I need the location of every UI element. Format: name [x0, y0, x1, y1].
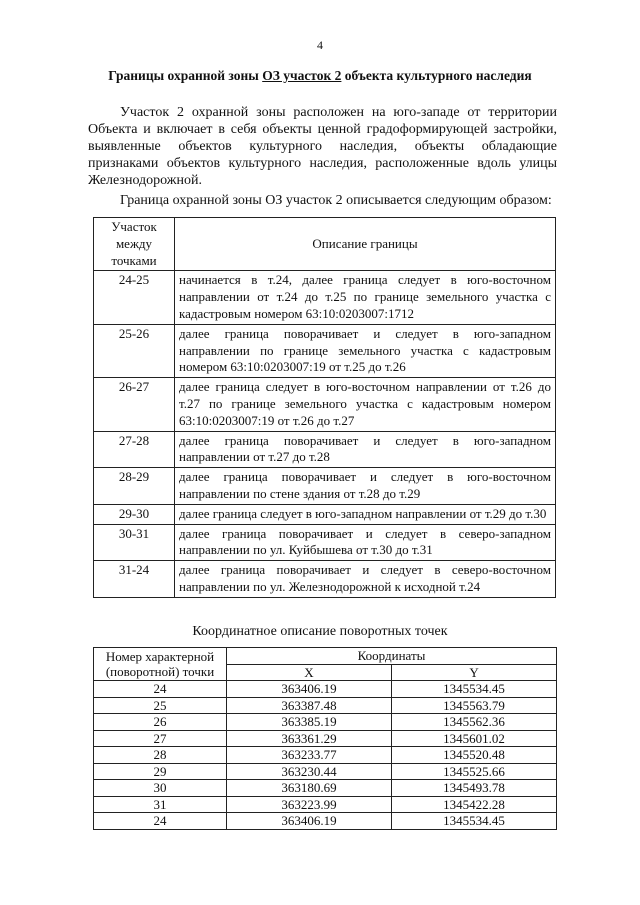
- description-cell: далее граница поворачивает и следует в юго-западном направлении от т.27 до т.28: [175, 431, 556, 468]
- point-column-header: Номер характерной (поворотной) точки: [94, 648, 227, 681]
- segment-cell: 30-31: [94, 524, 175, 561]
- coordinates-table: [93, 647, 557, 830]
- point-cell: 31: [94, 796, 227, 813]
- segment-cell: 26-27: [94, 378, 175, 431]
- coords-table-row: [94, 730, 557, 747]
- intro-paragraph: [88, 104, 557, 189]
- point-cell: 24: [94, 813, 227, 830]
- coords-header-row: [94, 648, 557, 665]
- heading-prefix: Границы охранной зоны: [108, 68, 263, 83]
- y-coordinate-cell: 1345534.45: [392, 813, 557, 830]
- segment-cell: 28-29: [94, 468, 175, 505]
- heading-suffix: объекта культурного наследия: [341, 68, 532, 83]
- y-coordinate-cell: 1345563.79: [392, 697, 557, 714]
- description-line: Граница охранной зоны ОЗ участок 2 описывается следующим образом:: [120, 193, 552, 208]
- x-coordinate-cell: 363406.19: [227, 681, 392, 698]
- point-cell: 26: [94, 714, 227, 731]
- description-cell: далее граница поворачивает и следует в юго-западном направлении по границе земельного участка с кадастровым номером 63:10:0203007:19 от т.25 до т.26: [175, 324, 556, 377]
- y-coordinate-cell: 1345422.28: [392, 796, 557, 813]
- coords-table-row: [94, 796, 557, 813]
- y-coordinate-cell: 1345520.48: [392, 747, 557, 764]
- coords-title: Координатное описание поворотных точек: [192, 624, 448, 639]
- border-table-row: [94, 504, 556, 524]
- coords-table-row: [94, 813, 557, 830]
- description-cell: далее граница поворачивает и следует в северо-западном направлении по ул. Куйбышева от т.30 до т.31: [175, 524, 556, 561]
- y-coordinate-cell: 1345525.66: [392, 763, 557, 780]
- y-coordinate-cell: 1345493.78: [392, 780, 557, 797]
- x-coordinate-cell: 363406.19: [227, 813, 392, 830]
- x-coordinate-cell: 363361.29: [227, 730, 392, 747]
- description-cell: начинается в т.24, далее граница следует в юго-восточном направлении от т.24 до т.25 по границе земельного участка с кадастровым номером 63:10:0203007:1712: [175, 271, 556, 324]
- x-coordinate-cell: 363230.44: [227, 763, 392, 780]
- y-coordinate-cell: 1345562.36: [392, 714, 557, 731]
- x-coordinate-cell: 363385.19: [227, 714, 392, 731]
- description-cell: далее граница следует в юго-западном направлении от т.29 до т.30: [175, 504, 556, 524]
- x-coordinate-cell: 363180.69: [227, 780, 392, 797]
- y-coordinate-cell: 1345601.02: [392, 730, 557, 747]
- segment-cell: 31-24: [94, 561, 175, 598]
- segment-cell: 24-25: [94, 271, 175, 324]
- border-table-row: [94, 561, 556, 598]
- border-table-header: [94, 218, 556, 271]
- intro-text: Участок 2 охранной зоны расположен на юго-западе от территории Объекта и включает в себя объекты ценной градоформирующей застройки, выявленные объектов культурного наследия, объекты обладающие признаками объектов культурного наследия, расположенные вдоль улицы Железнодорожной.: [88, 105, 557, 188]
- segment-cell: 25-26: [94, 324, 175, 377]
- border-table-row: [94, 524, 556, 561]
- point-cell: 30: [94, 780, 227, 797]
- border-description-table: [93, 217, 556, 598]
- border-table-row: [94, 271, 556, 324]
- point-cell: 24: [94, 681, 227, 698]
- point-cell: 28: [94, 747, 227, 764]
- description-column-header: Описание границы: [175, 218, 556, 271]
- point-cell: 29: [94, 763, 227, 780]
- page-number: 4: [317, 38, 323, 52]
- coords-table-row: [94, 780, 557, 797]
- coordinates-column-header: Координаты: [227, 648, 557, 665]
- y-coordinate-cell: 1345534.45: [392, 681, 557, 698]
- x-coordinate-cell: 363233.77: [227, 747, 392, 764]
- coords-table-row: [94, 681, 557, 698]
- description-cell: далее граница следует в юго-восточном направлении от т.26 до т.27 по границе земельного участка с кадастровым номером 63:10:0203007:19 от т.26 до т.27: [175, 378, 556, 431]
- y-column-header: Y: [392, 664, 557, 681]
- border-table-row: [94, 378, 556, 431]
- segment-column-header: Участок между точками: [94, 218, 175, 271]
- segment-cell: 29-30: [94, 504, 175, 524]
- description-cell: далее граница поворачивает и следует в юго-восточном направлении по стене здания от т.28 до т.29: [175, 468, 556, 505]
- heading-underlined: ОЗ участок 2: [262, 68, 342, 83]
- border-table-row: [94, 324, 556, 377]
- coords-table-row: [94, 763, 557, 780]
- x-coordinate-cell: 363223.99: [227, 796, 392, 813]
- border-table-row: [94, 431, 556, 468]
- coords-table-row: [94, 697, 557, 714]
- x-coordinate-cell: 363387.48: [227, 697, 392, 714]
- point-cell: 25: [94, 697, 227, 714]
- description-cell: далее граница поворачивает и следует в северо-восточном направлении по ул. Железнодорожной к исходной т.24: [175, 561, 556, 598]
- border-table-row: [94, 468, 556, 505]
- segment-cell: 27-28: [94, 431, 175, 468]
- section-heading: [0, 68, 640, 84]
- x-column-header: X: [227, 664, 392, 681]
- coords-table-row: [94, 714, 557, 731]
- point-cell: 27: [94, 730, 227, 747]
- coords-table-row: [94, 747, 557, 764]
